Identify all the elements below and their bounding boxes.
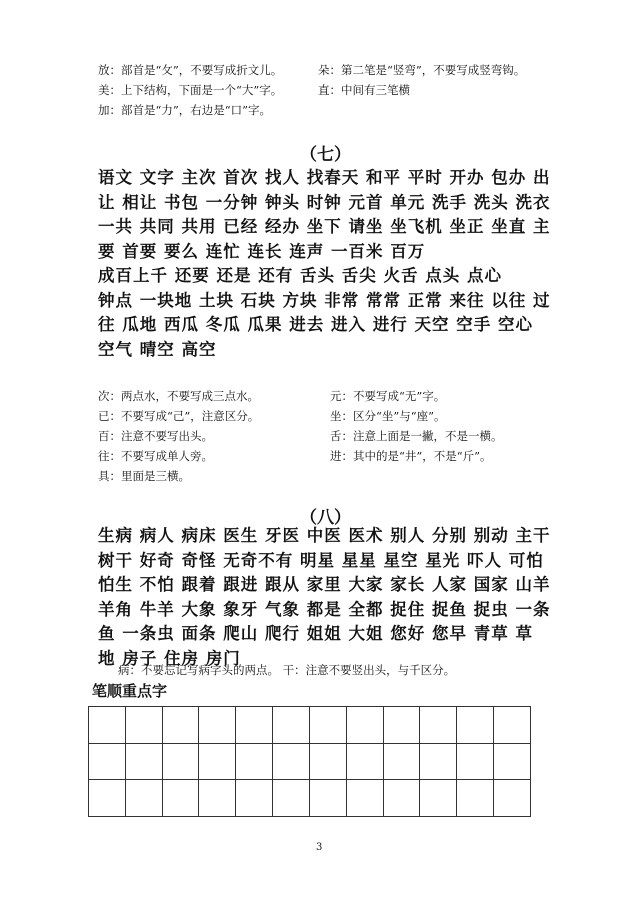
vocab-line: 羊角 牛羊 大象 象牙 气象 都是 全都 捉住 捉鱼 捉虫 一条: [98, 599, 551, 619]
grid-cell: [457, 744, 494, 781]
grid-cell: [494, 707, 531, 744]
note-line: 进：其中的是“井”，不是“斤”。: [330, 449, 492, 463]
vocab-line: 钟点 一块地 土块 石块 方块 非常 常常 正常 来往 以往 过: [98, 290, 551, 310]
note-line: 次：两点水，不要写成三点水。: [98, 389, 259, 403]
note-line: 元：不要写成“无”字。: [330, 389, 446, 403]
note-line: 病：不要忘记写病字头的两点。 干：注意不要竖出头，与千区分。: [118, 663, 456, 677]
practice-heading: 笔顺重点字: [92, 682, 168, 700]
grid-cell: [494, 744, 531, 781]
grid-cell: [163, 780, 200, 817]
note-line: 放：部首是“攵”，不要写成折文儿。: [98, 63, 283, 77]
page-number: 3: [316, 842, 323, 853]
grid-cell: [420, 780, 457, 817]
grid-cell: [347, 707, 384, 744]
note-line: 加：部首是“力”，右边是“口”字。: [98, 103, 272, 117]
grid-cell: [457, 707, 494, 744]
section-title: （七）: [300, 145, 351, 165]
vocab-line: 语文 文字 主次 首次 找人 找春天 和平 平时 开办 包办 出: [98, 168, 551, 187]
grid-cell: [199, 780, 236, 817]
note-line: 百：注意不要写出头。: [98, 429, 213, 443]
grid-cell: [310, 707, 347, 744]
vocab-block: [98, 166, 568, 362]
grid-cell: [163, 744, 200, 781]
note-line: 已：不要写成“己”，注意区分。: [98, 409, 260, 423]
section-title: （八）: [300, 508, 351, 528]
note-line: 往：不要写成单人旁。: [98, 449, 213, 463]
vocab-line: 往 瓜地 西瓜 冬瓜 瓜果 进去 进入 进行 天空 空手 空心: [98, 315, 533, 334]
grid-cell: [273, 707, 310, 744]
grid-cell: [347, 744, 384, 781]
grid-cell: [310, 744, 347, 781]
vocab-line: 空气 晴空 高空: [98, 339, 217, 359]
grid-cell: [126, 744, 163, 781]
note-line: 坐：区分“坐”与“座”。: [330, 409, 446, 423]
vocab-line: 树干 好奇 奇怪 无奇不有 明星 星星 星空 星光 吓人 可怕: [98, 550, 544, 570]
note-line: 具：里面是三横。: [98, 469, 190, 483]
grid-cell: [420, 707, 457, 744]
grid-cell: [89, 744, 126, 781]
practice-grid: [88, 706, 531, 817]
grid-cell: [199, 744, 236, 781]
grid-cell: [236, 744, 273, 781]
grid-cell: [126, 780, 163, 817]
vocab-line: 成百上千 还要 还是 还有 舌头 舌尖 火舌 点头 点心: [98, 266, 502, 285]
grid-cell: [420, 744, 457, 781]
grid-cell: [384, 744, 421, 781]
grid-cell: [273, 780, 310, 817]
grid-cell: [457, 780, 494, 817]
grid-cell: [236, 780, 273, 817]
grid-cell: [347, 780, 384, 817]
grid-cell: [273, 744, 310, 781]
note-line: 朵：第二笔是“竖弯”，不要写成竖弯钩。: [318, 63, 526, 77]
vocab-line: 生病 病人 病床 医生 牙医 中医 医术 别人 分别 别动 主干: [98, 526, 551, 545]
grid-cell: [310, 780, 347, 817]
grid-cell: [384, 780, 421, 817]
grid-cell: [126, 707, 163, 744]
grid-cell: [384, 707, 421, 744]
vocab-line: 一共 共同 共用 已经 经办 坐下 请坐 坐飞机 坐正 坐直 主: [98, 217, 551, 236]
note-line: 美：上下结构，下面是一个“大”字。: [98, 83, 283, 97]
vocab-line: 要 首要 要么 连忙 连长 连声 一百米 百万: [98, 241, 426, 261]
grid-cell: [89, 707, 126, 744]
note-line: 舌：注意上面是一撇，不是一横。: [330, 429, 503, 443]
grid-cell: [236, 707, 273, 744]
vocab-line: 让 相让 书包 一分钟 钟头 时钟 元首 单元 洗手 洗头 洗衣: [98, 192, 551, 212]
grid-cell: [199, 707, 236, 744]
note-line: 直：中间有三笔横: [318, 83, 410, 97]
grid-cell: [89, 780, 126, 817]
grid-cell: [494, 780, 531, 817]
vocab-line: 鱼 一条虫 面条 爬山 爬行 姐姐 大姐 您好 您早 青草 草: [98, 624, 533, 643]
vocab-block: [98, 524, 568, 671]
vocab-line: 怕生 不怕 跟着 跟进 跟从 家里 大家 家长 人家 国家 山羊: [98, 575, 551, 594]
grid-cell: [163, 707, 200, 744]
vocab-line: 地 房子 住房 房门: [98, 648, 241, 668]
